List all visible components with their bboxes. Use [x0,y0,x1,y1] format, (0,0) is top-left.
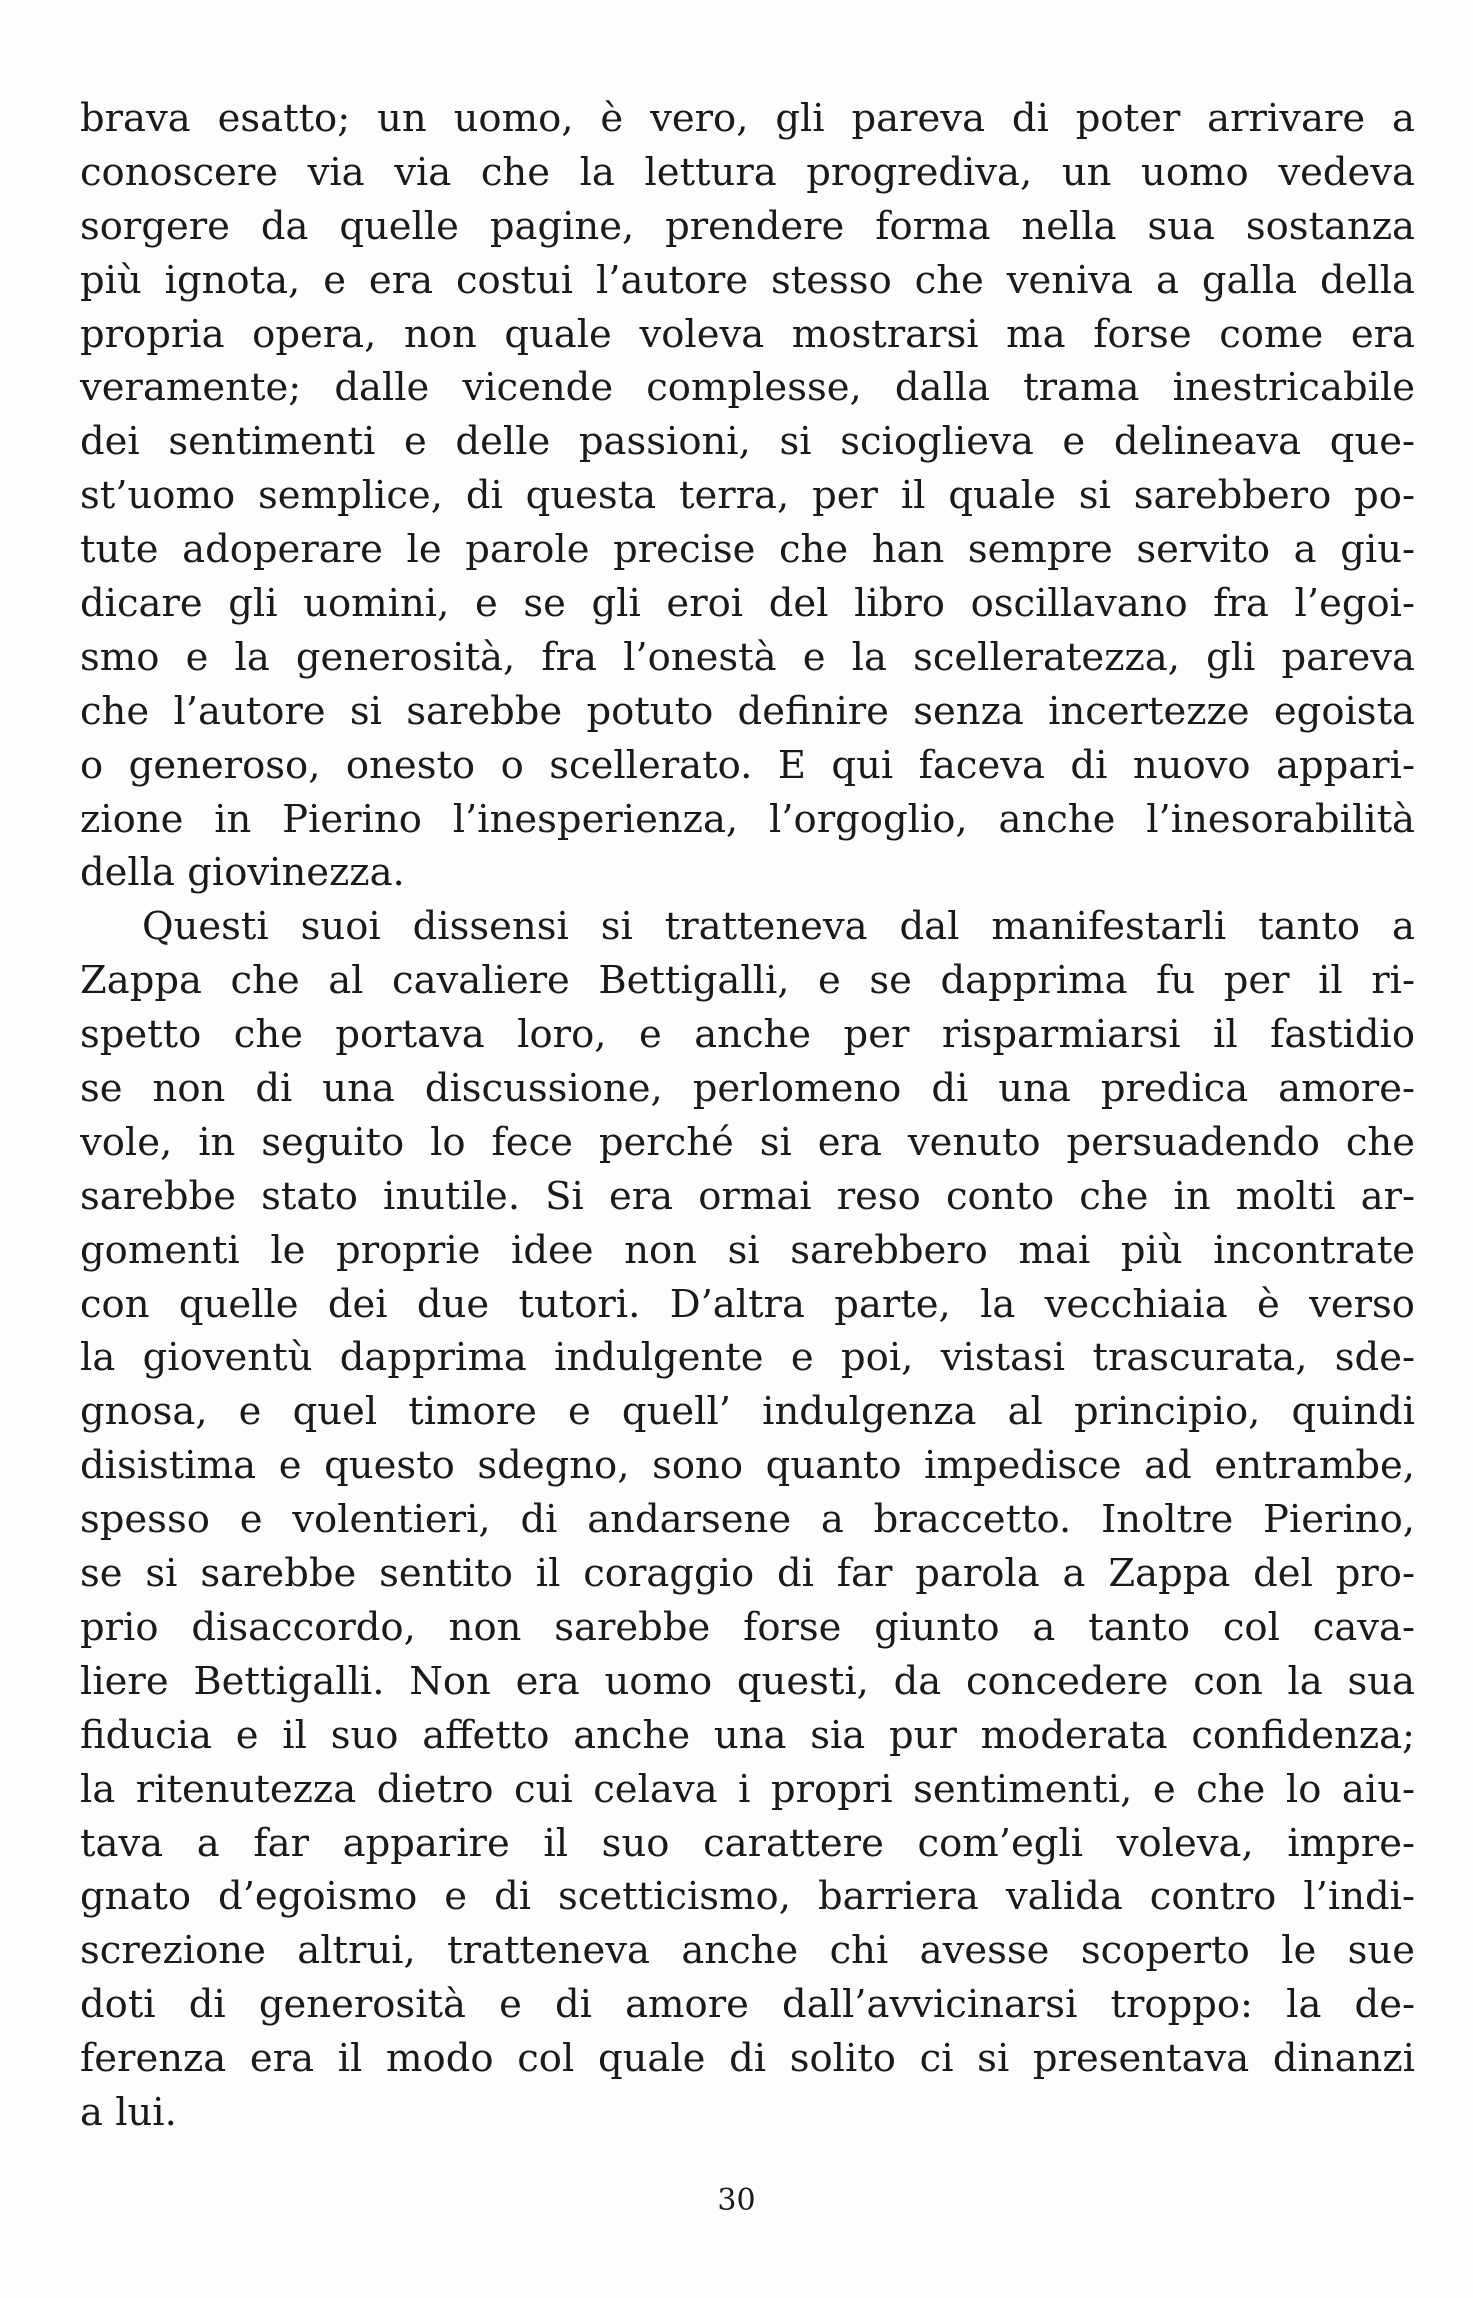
text-line: dei sentimenti e delle passioni, si scioglieva e delineava que- [80,419,1415,465]
text-line: sarebbe stato inutile. Si era ormai reso conto che in molti ar- [80,1173,1415,1219]
text-line: gomenti le proprie idee non si sarebbero mai più incontrate [80,1227,1415,1273]
text-line: spesso e volentieri, di andarsene a braccetto. Inoltre Pierino, [80,1497,1415,1543]
text-line: fiducia e il suo affetto anche una sia pur moderata confidenza; [80,1712,1415,1758]
text-line: smo e la generosità, fra l’onestà e la scelleratezza, gli pareva [80,634,1415,680]
text-line: doti di generosità e di amore dall’avvicinarsi troppo: la de- [80,1982,1415,2028]
text-line: tava a far apparire il suo carattere com’egli voleva, impre- [80,1820,1415,1866]
text-line: tute adoperare le parole precise che han sempre servito a giu- [80,527,1415,573]
text-line: ferenza era il modo col quale di solito ci si presentava dinanzi [80,2036,1415,2082]
text-line: che l’autore si sarebbe potuto definire senza incertezze egoista [80,688,1415,734]
text-line: veramente; dalle vicende complesse, dalla trama inestricabile [80,365,1415,411]
text-line: se non di una discussione, perlomeno di una predica amore- [80,1066,1415,1112]
page-number: 30 [717,2183,756,2218]
text-line: st’uomo semplice, di questa terra, per il quale si sarebbero po- [80,473,1415,519]
text-line: più ignota, e era costui l’autore stesso che veniva a galla della [80,257,1415,303]
text-line: o generoso, onesto o scellerato. E qui faceva di nuovo appari- [80,742,1415,788]
text-line: propria opera, non quale voleva mostrarsi ma forse come era [80,311,1415,357]
paragraph-end-line: a lui. [80,2089,177,2135]
text-line: zione in Pierino l’inesperienza, l’orgoglio, anche l’inesorabilità [80,796,1415,842]
text-line: vole, in seguito lo fece perché si era venuto persuadendo che [80,1119,1415,1165]
text-line: la gioventù dapprima indulgente e poi, vistasi trascurata, sde- [80,1335,1415,1381]
text-line: dicare gli uomini, e se gli eroi del libro oscillavano fra l’egoi- [80,581,1415,627]
body-text [80,92,1415,2140]
text-line: con quelle dei due tutori. D’altra parte, la vecchiaia è verso [80,1281,1415,1327]
text-line: spetto che portava loro, e anche per risparmiarsi il fastidio [80,1012,1415,1058]
text-line: brava esatto; un uomo, è vero, gli pareva di poter arrivare a [80,96,1415,141]
text-line: liere Bettigalli. Non era uomo questi, da concedere con la sua [80,1658,1415,1704]
text-line: se si sarebbe sentito il coraggio di far parola a Zappa del pro- [80,1551,1415,1597]
text-line: prio disaccordo, non sarebbe forse giunto a tanto col cava- [80,1604,1415,1650]
text-line: gnosa, e quel timore e quell’ indulgenza al principio, quindi [80,1389,1415,1435]
text-line: Zappa che al cavaliere Bettigalli, e se dapprima fu per il ri- [80,958,1415,1004]
text-line: conoscere via via che la lettura progrediva, un uomo vedeva [80,149,1415,195]
paragraph-end-line: della giovinezza. [80,850,405,896]
text-line: gnato d’egoismo e di scetticismo, barriera valida contro l’indi- [80,1874,1415,1920]
paragraph-first-line: Questi suoi dissensi si tratteneva dal manifestarli tanto a [142,904,1415,950]
text-line: disistima e questo sdegno, sono quanto impedisce ad entrambe, [80,1443,1415,1489]
text-line: la ritenutezza dietro cui celava i propri sentimenti, e che lo aiu- [80,1766,1415,1812]
text-line: screzione altrui, tratteneva anche chi avesse scoperto le sue [80,1928,1415,1974]
text-line: sorgere da quelle pagine, prendere forma nella sua sostanza [80,203,1415,249]
